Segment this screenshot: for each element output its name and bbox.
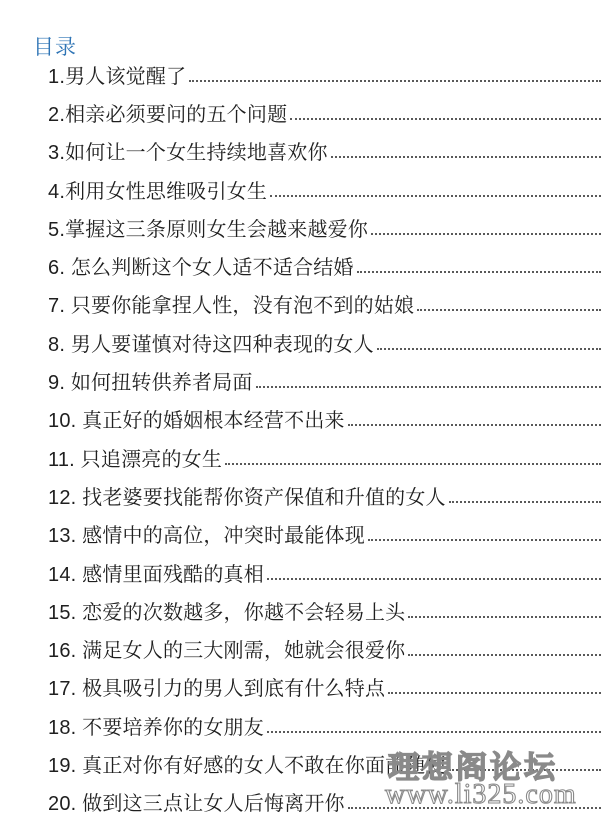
- toc-entry-label: 15. 恋爱的次数越多，你越不会轻易上头: [48, 601, 406, 624]
- toc-entry-18[interactable]: [0, 706, 601, 744]
- dot-leader: [449, 756, 601, 771]
- dot-leader: [256, 373, 601, 388]
- toc-entry-label: 6. 怎么判断这个女人适不适合结婚: [48, 257, 354, 280]
- dot-leader: [331, 143, 601, 158]
- toc-entry-20[interactable]: [0, 783, 601, 821]
- toc-list: [0, 55, 601, 821]
- toc-entry-label: 8. 男人要谨慎对待这四种表现的女人: [48, 333, 374, 356]
- toc-title: 目录: [33, 36, 77, 59]
- dot-leader: [377, 335, 601, 350]
- toc-entry-15[interactable]: [0, 591, 601, 629]
- watermark-forum-name: 理想阁论坛: [388, 750, 558, 785]
- toc-entry-8[interactable]: [0, 323, 601, 361]
- dot-leader: [267, 718, 601, 733]
- toc-entry-label: 9. 如何扭转供养者局面: [48, 372, 253, 395]
- toc-entry-label: 12. 找老婆要找能帮你资产保值和升值的女人: [48, 486, 446, 509]
- toc-entry-label: 10. 真正好的婚姻根本经营不出来: [48, 410, 345, 433]
- dot-leader: [371, 220, 601, 235]
- dot-leader: [267, 565, 601, 580]
- dot-leader: [357, 258, 601, 273]
- toc-entry-label: 14. 感情里面残酷的真相: [48, 563, 264, 586]
- toc-entry-label: 20. 做到这三点让女人后悔离开你: [48, 793, 345, 816]
- dot-leader: [189, 67, 601, 82]
- toc-entry-label: 19. 真正对你有好感的女人不敢在你面前随便: [48, 754, 446, 777]
- toc-entry-label: 13. 感情中的高位，冲突时最能体现: [48, 525, 365, 548]
- dot-leader: [408, 603, 601, 618]
- toc-entry-label: 3.如何让一个女生持续地喜欢你: [48, 142, 328, 165]
- toc-entry-14[interactable]: [0, 553, 601, 591]
- dot-leader: [290, 105, 601, 120]
- dot-leader: [388, 679, 601, 694]
- toc-entry-16[interactable]: [0, 629, 601, 667]
- dot-leader: [348, 794, 601, 809]
- toc-entry-17[interactable]: [0, 668, 601, 706]
- toc-entry-label: 7. 只要你能拿捏人性，没有泡不到的姑娘: [48, 295, 415, 318]
- toc-entry-12[interactable]: [0, 476, 601, 514]
- toc-entry-label: 18. 不要培养你的女朋友: [48, 716, 264, 739]
- toc-entry-4[interactable]: [0, 170, 601, 208]
- dot-leader: [270, 182, 601, 197]
- dot-leader: [225, 450, 601, 465]
- toc-entry-10[interactable]: [0, 400, 601, 438]
- toc-entry-9[interactable]: [0, 361, 601, 399]
- toc-entry-5[interactable]: [0, 208, 601, 246]
- toc-entry-6[interactable]: [0, 246, 601, 284]
- dot-leader: [449, 488, 601, 503]
- toc-entry-11[interactable]: [0, 438, 601, 476]
- dot-leader: [417, 296, 601, 311]
- toc-entry-19[interactable]: [0, 744, 601, 782]
- dot-leader: [348, 411, 601, 426]
- toc-entry-label: 4.利用女性思维吸引女生: [48, 180, 268, 203]
- toc-entry-label: 5.掌握这三条原则女生会越来越爱你: [48, 218, 369, 241]
- toc-entry-2[interactable]: [0, 93, 601, 131]
- toc-entry-label: 2.相亲必须要问的五个问题: [48, 103, 288, 126]
- toc-entry-3[interactable]: [0, 132, 601, 170]
- watermark-url: www.li325.com: [385, 779, 577, 810]
- toc-entry-13[interactable]: [0, 515, 601, 553]
- dot-leader: [368, 526, 601, 541]
- dot-leader: [408, 641, 601, 656]
- toc-entry-label: 11. 只追漂亮的女生: [48, 448, 223, 471]
- toc-entry-label: 17. 极具吸引力的男人到底有什么特点: [48, 678, 386, 701]
- toc-entry-7[interactable]: [0, 285, 601, 323]
- toc-entry-1[interactable]: [0, 55, 601, 93]
- toc-entry-label: 16. 满足女人的三大刚需，她就会很爱你: [48, 640, 406, 663]
- toc-entry-label: 1.男人该觉醒了: [48, 65, 187, 88]
